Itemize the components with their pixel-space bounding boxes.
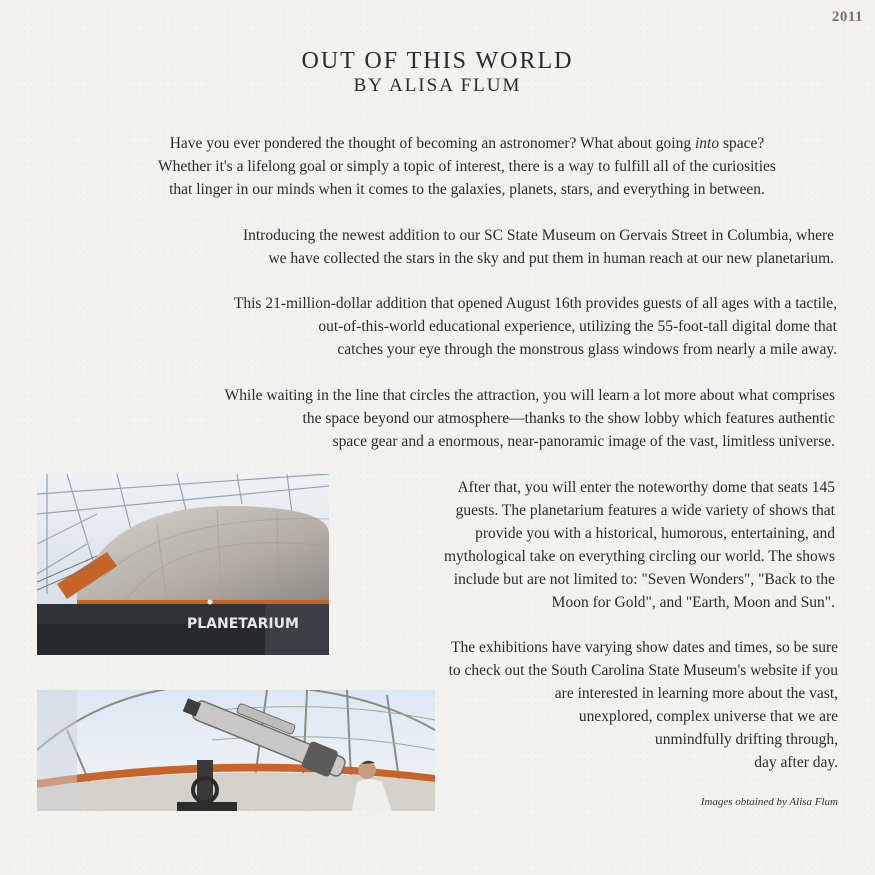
paragraph-5-line-4: mythological take on everything circling our world. The shows: [443, 548, 835, 565]
text-segment: Have you ever pondered the thought of becoming an astronomer? What about going: [169, 135, 695, 152]
paragraph-5-line-2: guests. The planetarium features a wide variety of shows that: [455, 502, 835, 519]
paragraph-2-line-2: we have collected the stars in the sky and put them in human reach at our new planetarium.: [268, 250, 834, 267]
image-credit: Images obtained by Alisa Flum: [700, 796, 838, 808]
paragraph-3-line-3: catches your eye through the monstrous glass windows from nearly a mile away.: [337, 341, 837, 358]
paragraph-4-line-1: While waiting in the line that circles the attraction, you will learn a lot more about what comprises: [224, 387, 835, 404]
paragraph-1: [95, 132, 839, 201]
paragraph-6-line-4: unexplored, complex universe that we are: [578, 708, 838, 725]
paragraph-3-line-1: This 21-million-dollar addition that opened August 16th provides guests of all ages with a tactile,: [233, 295, 837, 312]
planetarium-exterior-photo: [37, 474, 329, 655]
paragraph-6-line-5: unmindfully drifting through,: [655, 731, 838, 748]
article-byline: BY ALISA FLUM: [353, 75, 522, 96]
page-number: 2011: [831, 9, 863, 25]
paragraph-1-line-1: [95, 132, 839, 155]
paragraph-4-line-3: space gear and a enormous, near-panoramic image of the vast, limitless universe.: [332, 433, 835, 450]
emphasis-text: into: [694, 135, 720, 152]
paragraph-6-line-6: day after day.: [754, 754, 838, 771]
paragraph-5-line-6: Moon for Gold", and "Earth, Moon and Sun".: [551, 594, 835, 611]
paragraph-6-line-1: The exhibitions have varying show dates and times, so be sure: [451, 639, 838, 656]
paragraph-5-line-1: After that, you will enter the noteworthy dome that seats 145: [457, 479, 835, 496]
paragraph-1-line-3: that linger in our minds when it comes to the galaxies, planets, stars, and everything in between.: [169, 181, 765, 198]
paragraph-1-line-2: Whether it's a lifelong goal or simply a topic of interest, there is a way to fulfill all of the curiosities: [158, 158, 776, 175]
paragraph-4: [75, 384, 835, 453]
paragraph-2: [94, 224, 834, 270]
telescope-illustration: [37, 690, 435, 811]
paragraph-2-line-1: Introducing the newest addition to our SC State Museum on Gervais Street in Columbia, where: [242, 227, 834, 244]
telescope-photo: [37, 690, 435, 811]
paragraph-5-line-5: include but are not limited to: "Seven Wonders", "Back to the: [453, 571, 835, 588]
paragraph-5-line-3: provide you with a historical, humorous, entertaining, and: [475, 525, 835, 542]
article-title: OUT OF THIS WORLD: [301, 48, 574, 74]
paragraph-6-line-3: are interested in learning more about the vast,: [554, 685, 838, 702]
text-segment: space?: [719, 135, 765, 152]
paragraph-5: [355, 476, 835, 614]
paragraph-3-line-2: out-of-this-world educational experience, utilizing the 55-foot-tall digital dome that: [318, 318, 837, 335]
paragraph-3: [77, 292, 837, 361]
planetarium-exterior-illustration: [37, 474, 329, 655]
paragraph-4-line-2: the space beyond our atmosphere—thanks to the show lobby which features authentic: [302, 410, 835, 427]
planetarium-sign: PLANETARIUM: [187, 616, 299, 632]
paragraph-6-line-2: to check out the South Carolina State Museum's website if you: [448, 662, 838, 679]
